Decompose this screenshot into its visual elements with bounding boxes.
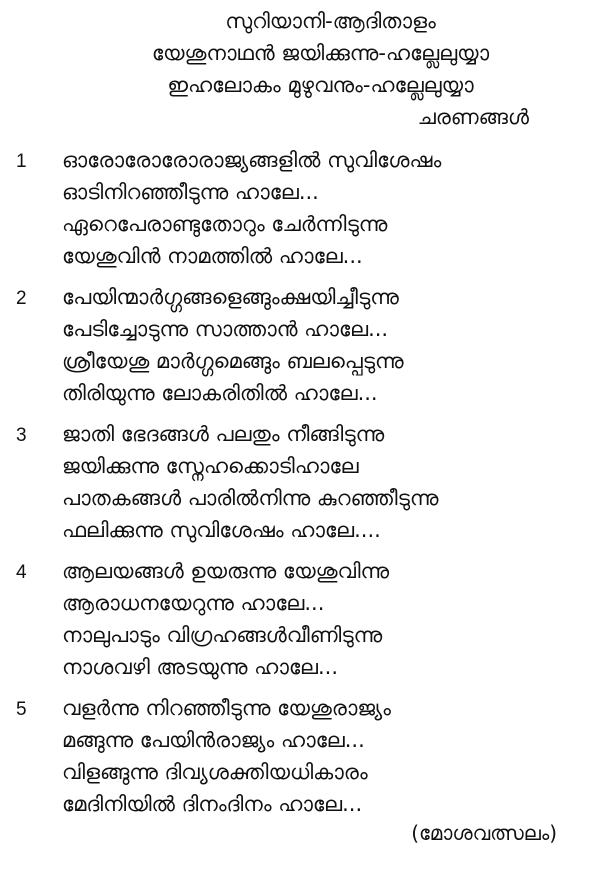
verse-line: പേടിച്ചോടുന്നു സാത്താൻ ഹാലേ... xyxy=(62,317,389,341)
tune-attribution: (മോശവത്സലം) xyxy=(411,821,557,845)
verse-line: നാലുപാടും വിഗ്രഹങ്ങൾവീണിടുന്നു xyxy=(62,623,383,647)
verse-line: ആലയങ്ങൾ ഉയരുന്നു യേശുവിന്നു xyxy=(62,559,390,583)
verse-number: 3 xyxy=(16,425,27,446)
verse-number: 4 xyxy=(16,562,27,583)
verse-line: പാതകങ്ങൾ പാരിൽനിന്നു കുറഞ്ഞീടുന്നു xyxy=(62,486,439,510)
verse-line: തിരിയുന്നു ലോകരിതിൽ ഹാലേ... xyxy=(62,381,378,405)
refrain-line-1: യേശുനാഥൻ ജയിക്കുന്നു-ഹല്ലേലുയ്യാ xyxy=(151,41,490,65)
verse-number: 2 xyxy=(16,288,27,309)
verse-line: ഓരോരോരോരാജ്യങ്ങളിൽ സുവിശേഷം xyxy=(62,148,442,172)
verse-line: ശ്രീയേശു മാർഗ്ഗമെങ്ങും ബലപ്പെടുന്നു xyxy=(62,349,404,373)
verse-number: 1 xyxy=(16,151,27,172)
raga-tala-title: സുറിയാനി-ആദിതാളം xyxy=(225,9,436,33)
verse-line: ഫലിക്കുന്നു സുവിശേഷം ഹാലേ.... xyxy=(62,518,381,542)
verse-line: ഏറെപേരാണ്ടുതോറും ചേർന്നിടുന്നു xyxy=(62,212,388,236)
hymn-header xyxy=(0,6,601,134)
charanam-label: ചരണങ്ങൾ xyxy=(417,105,529,129)
verse-line: ജാതി ഭേദങ്ങൾ പലതും നീങ്ങിടുന്നു xyxy=(62,422,385,446)
verse-list xyxy=(0,145,601,830)
verse-3 xyxy=(0,419,601,547)
verse-line: യേശുവിൻ നാമത്തിൽ ഹാലേ... xyxy=(62,244,363,268)
verse-2 xyxy=(0,282,601,410)
verse-line: ഓടിനിറഞ്ഞീടുന്നു ഹാലേ... xyxy=(62,180,319,204)
verse-line: പേയിന്മാർഗ്ഗങ്ങളെങ്ങുംക്ഷയിച്ചീടുന്നു xyxy=(62,285,399,309)
verse-line: മങ്ങുന്നു പേയിൻരാജ്യം ഹാലേ... xyxy=(62,728,365,752)
verse-line: ആരാധനയേറുന്നു ഹാലേ... xyxy=(62,591,325,615)
refrain-line-2: ഇഹലോകം മുഴുവനും-ഹല്ലേലുയ്യാ xyxy=(167,73,474,97)
verse-4 xyxy=(0,556,601,684)
verse-line: മേദിനിയിൽ ദിനംദിനം ഹാലേ... xyxy=(62,792,363,816)
verse-line: വിളങ്ങുന്നു ദിവ്യശക്തിയധികാരം xyxy=(62,760,368,784)
verse-5 xyxy=(0,693,601,821)
verse-line: ജയിക്കുന്നു സ്നേഹക്കൊടിഹാലേ xyxy=(62,454,359,478)
verse-number: 5 xyxy=(16,699,27,720)
verse-line: നാശവഴി അടയുന്നു ഹാലേ... xyxy=(62,655,339,679)
verse-line: വളർന്നു നിറഞ്ഞീടുന്നു യേശുരാജ്യം xyxy=(62,696,391,720)
verse-1 xyxy=(0,145,601,273)
